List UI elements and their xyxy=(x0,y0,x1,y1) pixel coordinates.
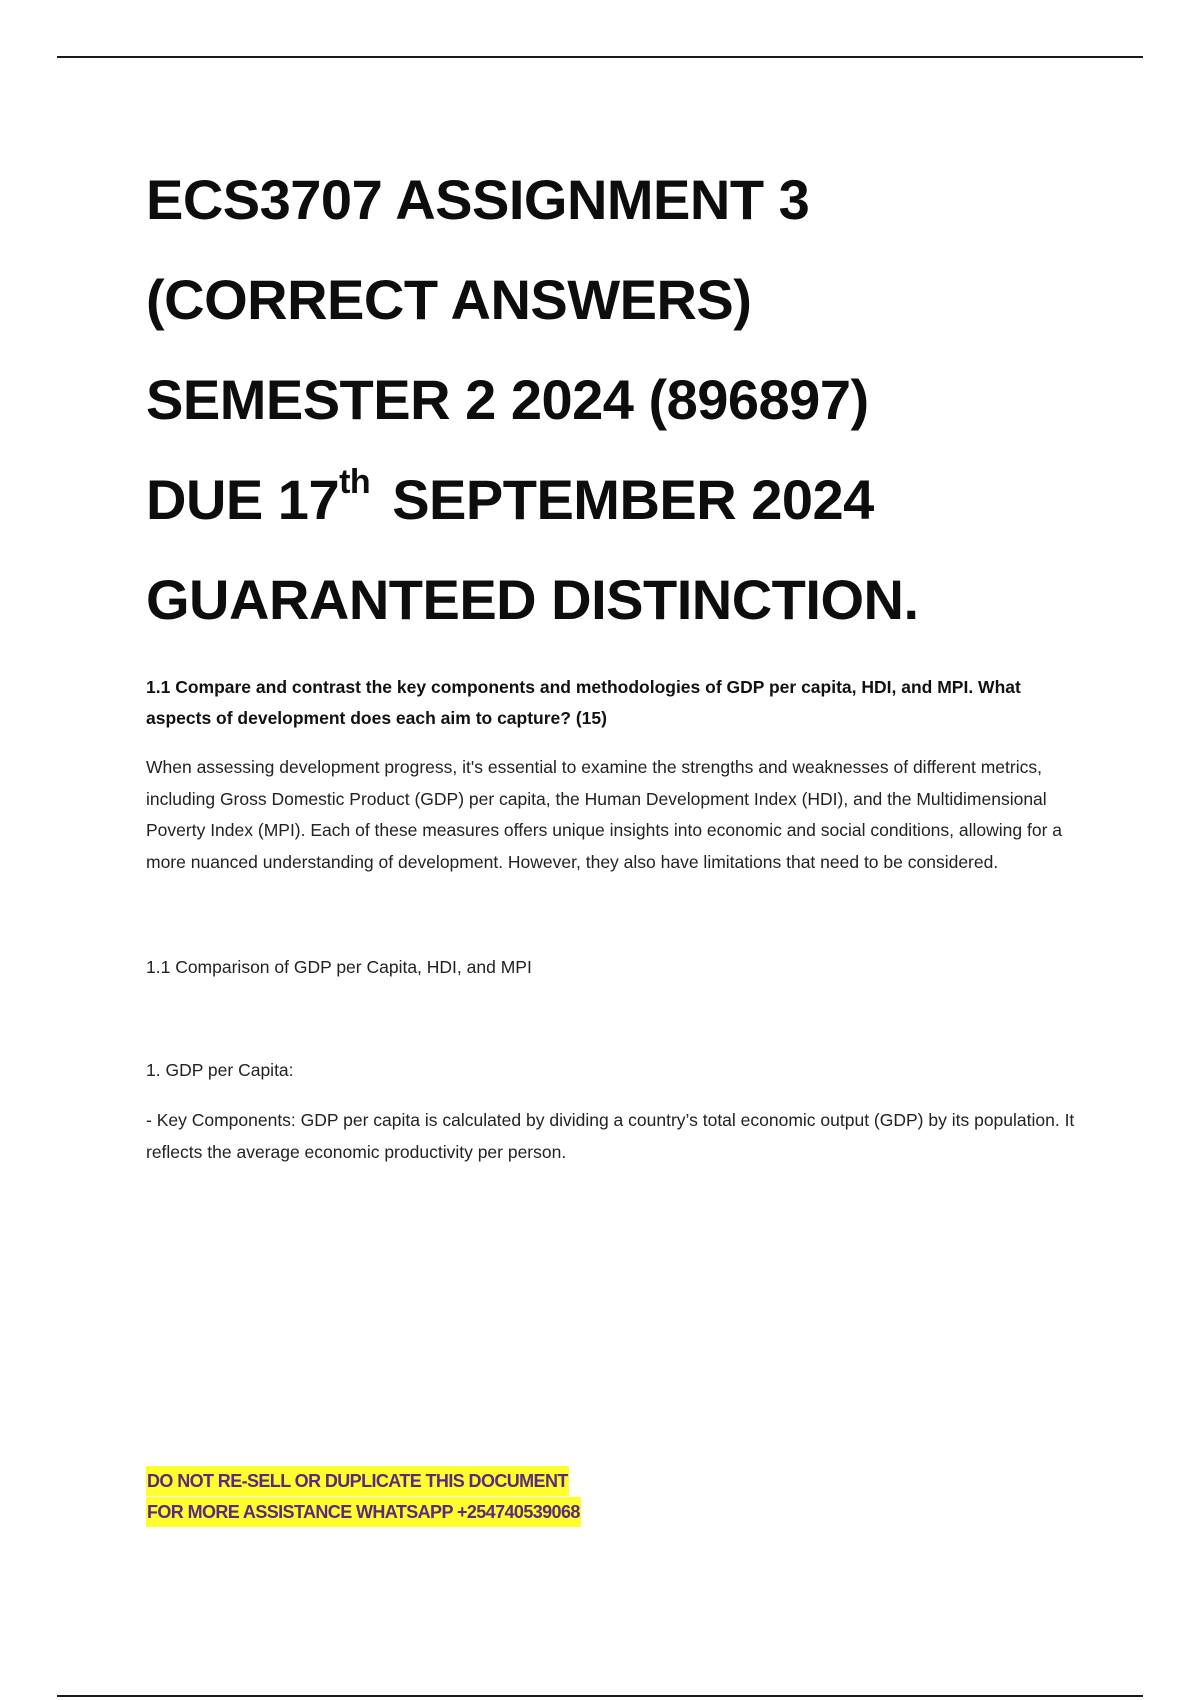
title-line-5: GUARANTEED DISTINCTION. xyxy=(146,568,919,631)
title-line-1: ECS3707 ASSIGNMENT 3 xyxy=(146,168,810,231)
top-rule xyxy=(57,56,1143,58)
bottom-rule xyxy=(57,1695,1143,1697)
gdp-heading: 1. GDP per Capita: xyxy=(146,1060,294,1080)
gdp-key-components: - Key Components: GDP per capita is calculated by dividing a country’s total economic output (GDP) by its population. It reflects the average economic productivity per person. xyxy=(146,1110,1075,1162)
document-body xyxy=(146,150,1086,1168)
due-month-year: SEPTEMBER 2024 xyxy=(392,468,874,531)
due-prefix: DUE 17 xyxy=(146,468,340,531)
notice-line-2: FOR MORE ASSISTANCE WHATSAPP +254740539068 xyxy=(146,1497,581,1527)
title-line-3: SEMESTER 2 2024 (896897) xyxy=(146,368,869,431)
title-line-2: (CORRECT ANSWERS) xyxy=(146,268,752,331)
ordinal-suffix: th xyxy=(339,463,371,502)
title-line-4 xyxy=(146,450,1086,550)
copyright-notice xyxy=(146,1466,581,1528)
notice-line-1: DO NOT RE-SELL OR DUPLICATE THIS DOCUMENT xyxy=(146,1466,569,1496)
question-text: 1.1 Compare and contrast the key components and methodologies of GDP per capita, HDI, and MPI. What aspects of development does each aim to capture? (15) xyxy=(146,677,1021,728)
intro-paragraph: When assessing development progress, it's essential to examine the strengths and weaknesses of different metrics, including Gross Domestic Product (GDP) per capita, the Human Development Index (HDI), and the Multidimensional Poverty Index (MPI). Each of these measures offers unique insights into economic and social conditions, allowing for a more nuanced understanding of development. However, they also have limitations that need to be considered. xyxy=(146,757,1062,872)
document-title xyxy=(146,150,1086,650)
section-heading: 1.1 Comparison of GDP per Capita, HDI, and MPI xyxy=(146,957,532,977)
